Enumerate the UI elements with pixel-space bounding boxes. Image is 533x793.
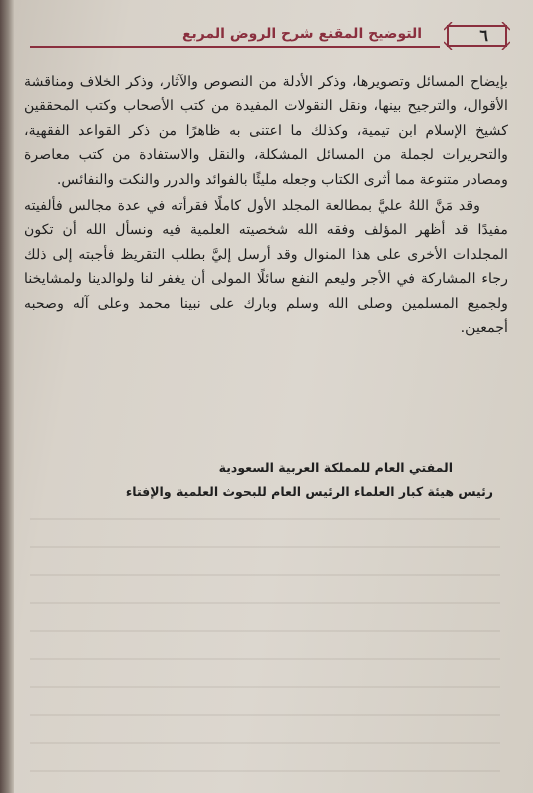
main-text xyxy=(24,70,508,340)
page-header xyxy=(30,22,510,52)
signature-block xyxy=(126,456,493,504)
book-title: التوضيح المقنع شرح الروض المربع xyxy=(181,26,422,42)
signature-subtitle: رئيس هيئة كبار العلماء الرئيس العام للبحوث العلمية والإفتاء xyxy=(125,484,493,499)
header-rule xyxy=(30,46,440,48)
signature-title: المفتي العام للمملكة العربية السعودية xyxy=(218,460,453,475)
page-number: ٦ xyxy=(479,26,488,45)
show-through-text xyxy=(30,500,500,780)
book-spine-shadow xyxy=(0,0,14,793)
paragraph: وقد مَنَّ اللهُ عليَّ بمطالعة المجلد الأول كاملًا فقرأته في عدة مجالس فألفيته مفيدًا قد أظهر المؤلف وفقه الله شخصيته العلمية فيه ونسأل الله أن تكون المجلدات الأخرى على هذا المنوال وقد أرسل إليَّ بطلب التقريظ فأجبته إلى ذلك رجاء المشاركة في الأجر وليعم النفع سائلًا المولى أن يغفر لنا ولوالدينا ولمشايخنا ولجميع المسلمين وصلى الله وسلم وبارك على نبينا محمد وعلى آله وصحبه أجمعين. xyxy=(24,198,508,337)
page-number-frame-icon xyxy=(444,22,510,50)
paragraph: بإيضاح المسائل وتصويرها، وذكر الأدلة من النصوص والآثار، وذكر الخلاف ومناقشة الأقوال، والترجيح بينها، ونقل النقولات المفيدة من كتب الأصحاب وكتب المحققين كشيخ الإسلام ابن تيمية، وكذلك ما اعتنى به ظاهرًا من ذكر القواعد الفقهية، والتحريرات لجملة من المسائل المشكلة، والنقل والاستفادة من كتب معاصرة ومصادر متنوعة مما أثرى الكتاب وجعله مليئًا بالفوائد والدرر والنكت والنفائس. xyxy=(24,74,508,188)
